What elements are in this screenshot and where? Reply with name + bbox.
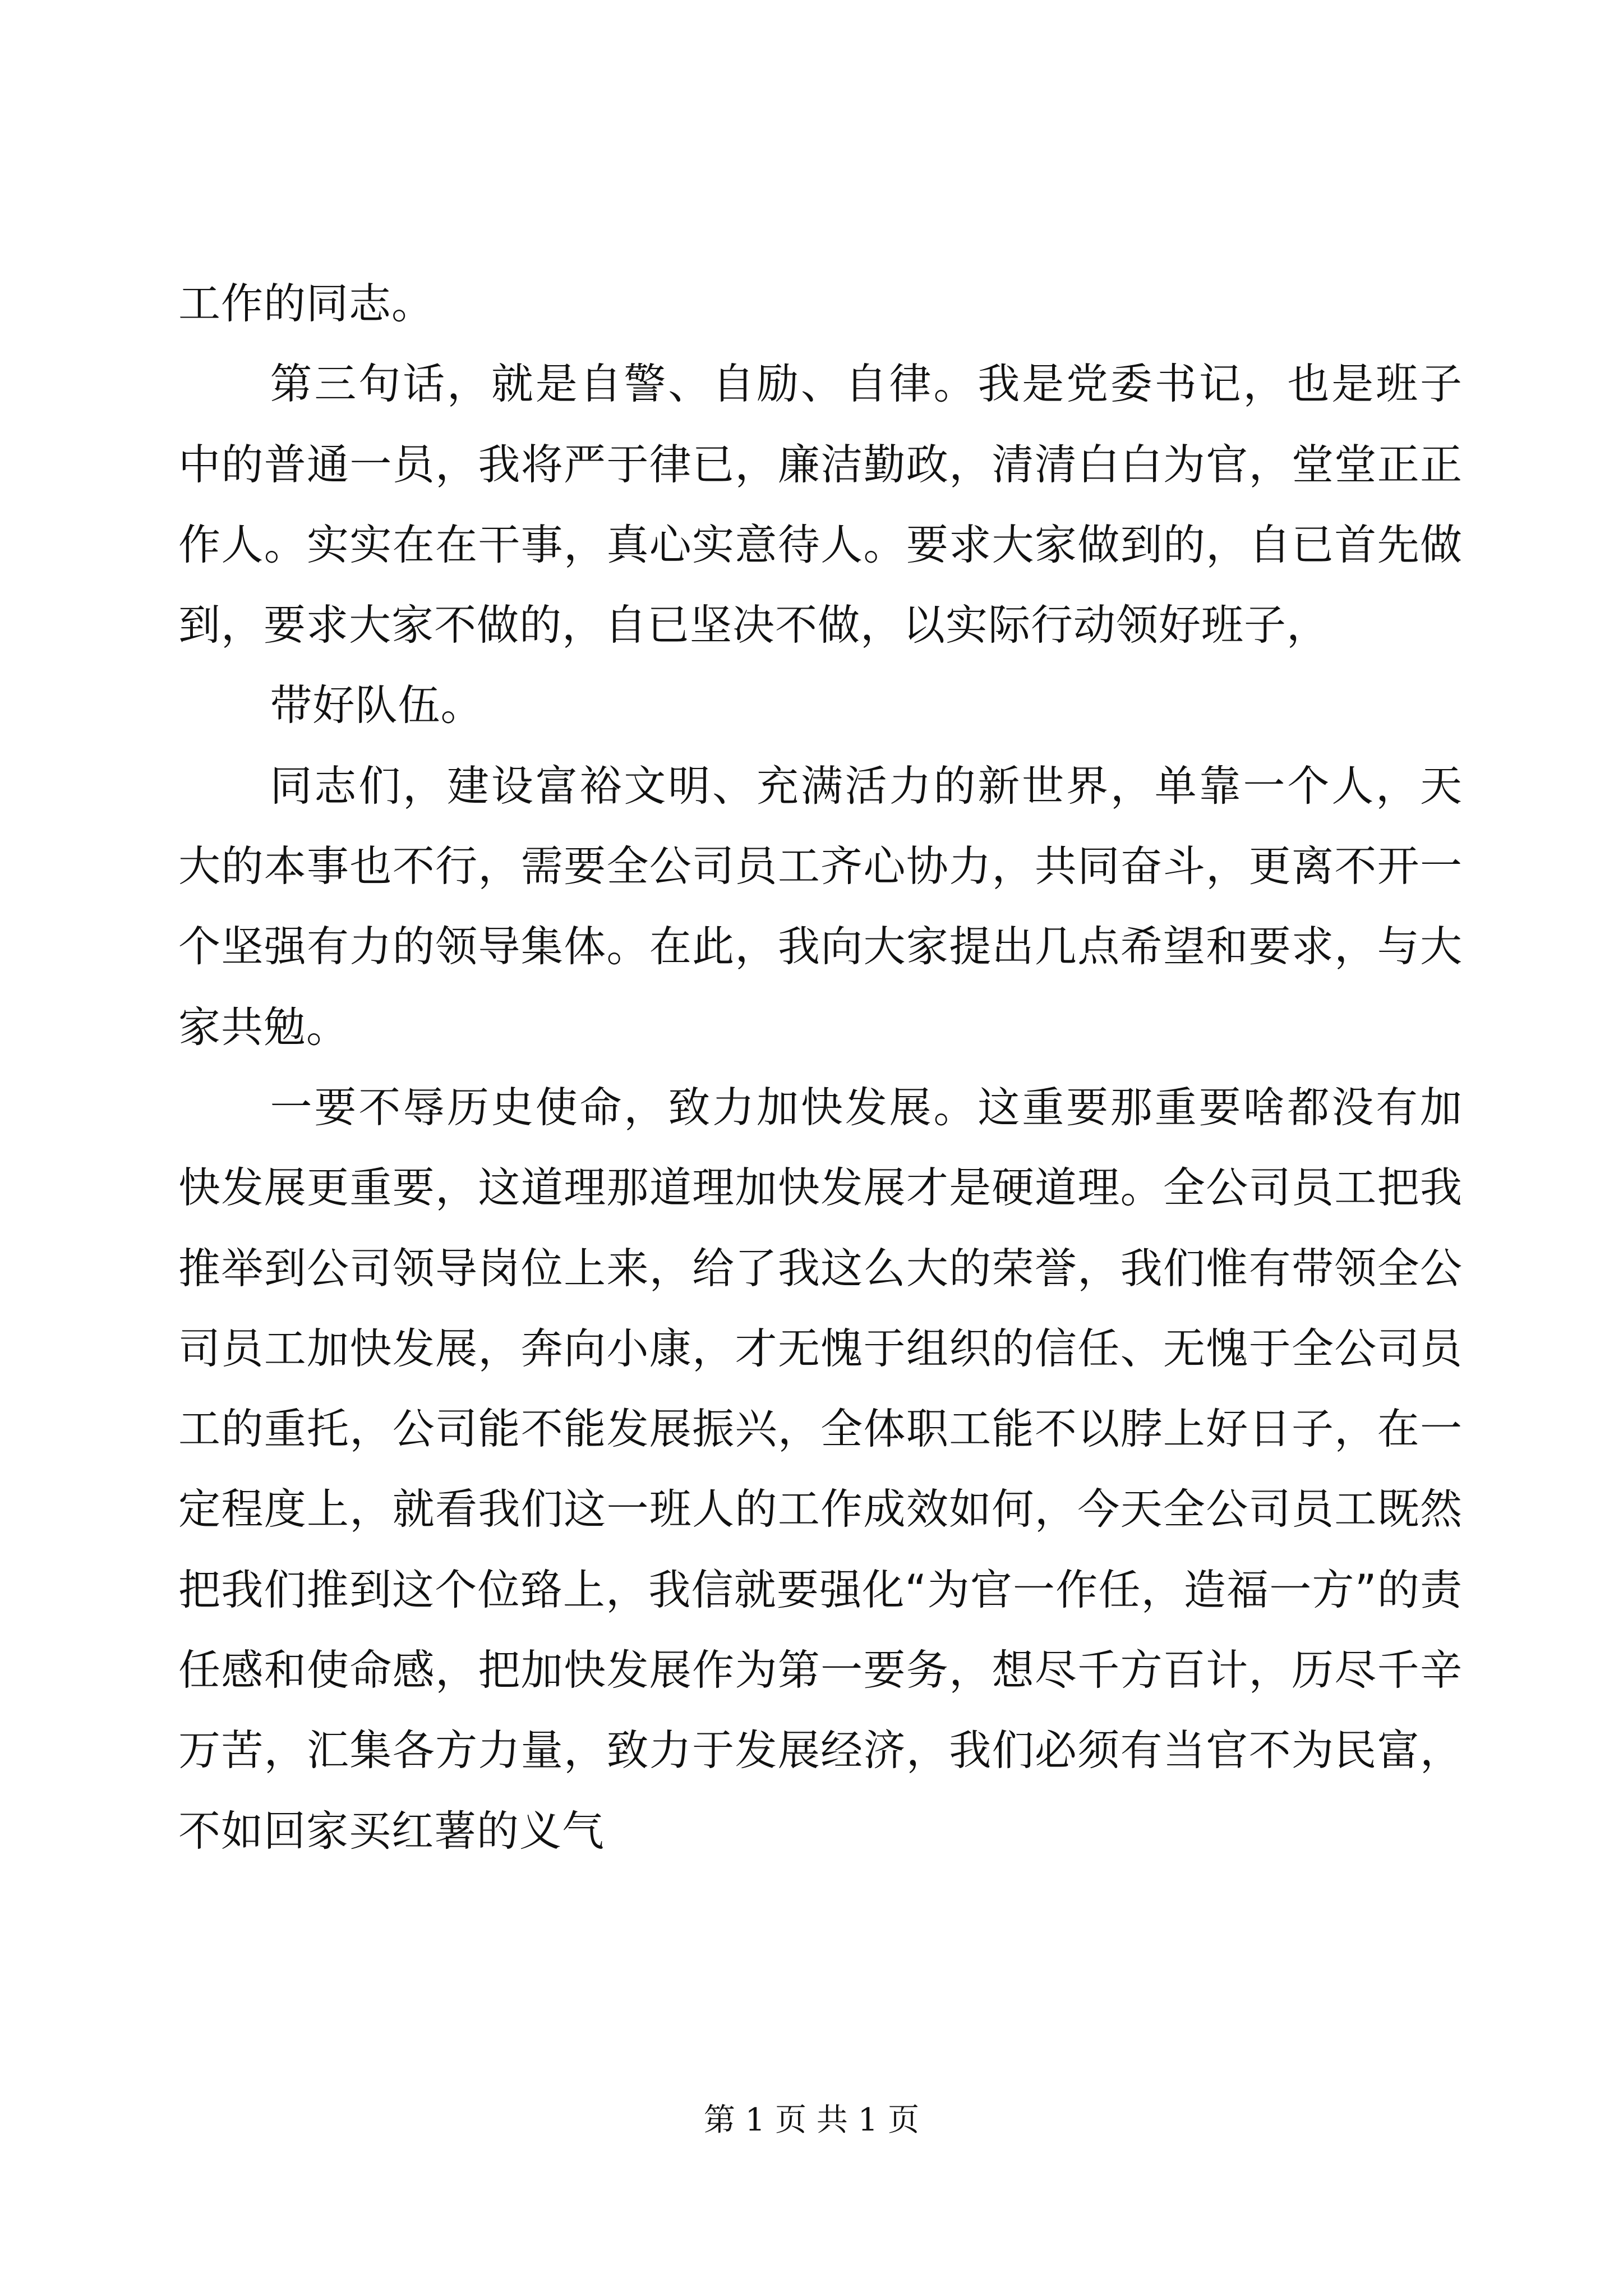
paragraph-4: 同志们，建设富裕文明、充满活力的新世界，单靠一个人，天大的本事也不行，需要全公司员工齐心协力，共同奋斗，更离不开一个坚强有力的领导集体。在此，我向大家提出几点希望和要求，与大家共勉。 [178,761,1463,1052]
paragraph-5: 一要不辱历史使命，致力加快发展。这重要那重要啥都没有加快发展更重要，这道理那道理加快发展才是硬道理。全公司员工把我推举到公司领导岗位上来，给了我这么大的荣誉，我们惟有带领全公司员工加快发展，奔向小康，才无愧于组织的信任、无愧于全公司员工的重托，公司能不能发展振兴，全体职工能不以脖上好日子，在一定程度上，就看我们这一班人的工作成效如何，今天全公司员工既然把我们推到这个位臵上，我信就要强化“为官一作任，造福一方”的责任感和使命感，把加快发展作为第一要务，想尽千方百计，历尽千辛万苦，汇集各方力量，致力于发展经济，我们必须有当官不为民富，不如回家买红薯的义气 [178,1082,1463,1856]
page-footer [0,2101,1623,2140]
paragraph-2: 第三句话，就是自警、自励、自律。我是党委书记，也是班子中的普通一员，我将严于律已，廉洁勤政，清清白白为官，堂堂正正作人。实实在在干事，真心实意待人。要求大家做到的，自已首先做到，要求大家不做的，自已坚决不做，以实际行动领好班子， [178,359,1463,650]
document-body [178,264,1463,1871]
paragraph-1: 工作的同志。 [178,279,435,328]
page-number-label: 第 1 页 共 1 页 [703,2102,920,2138]
paragraph-3: 带好队伍。 [270,680,483,730]
